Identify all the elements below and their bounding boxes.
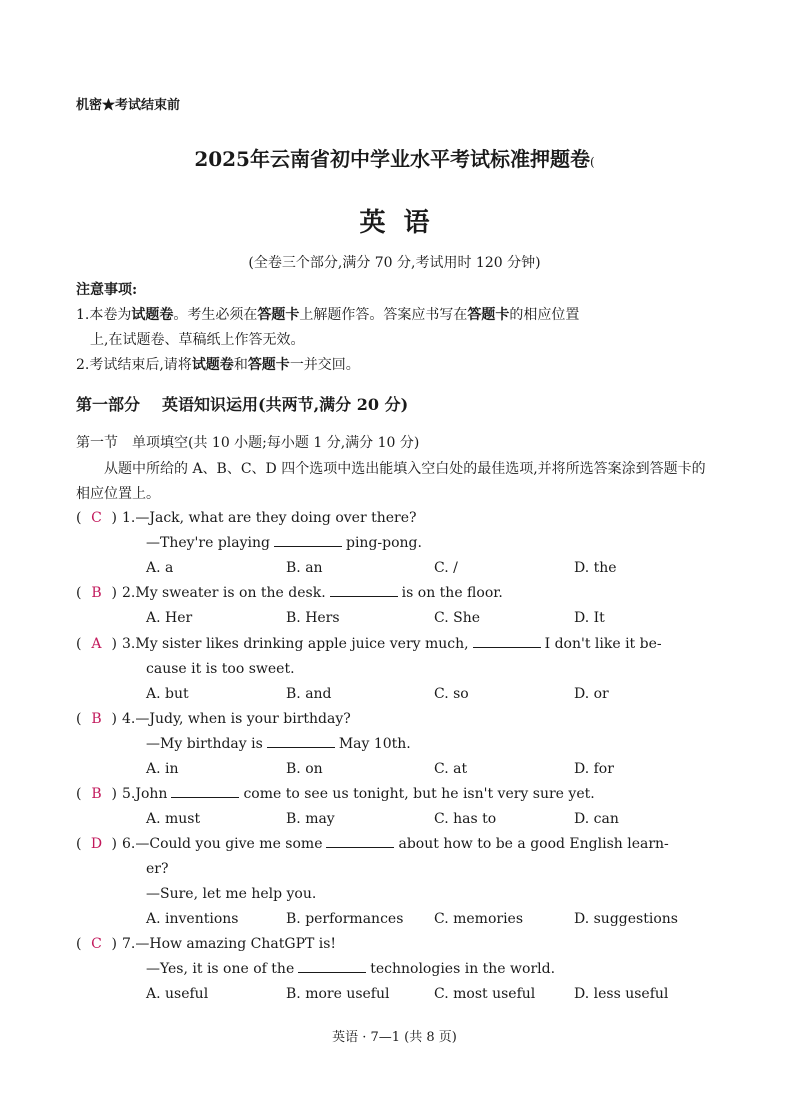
answer-bracket: ( C )	[76, 510, 117, 526]
option-d: D. or	[574, 686, 609, 702]
option-c: C. has to	[434, 811, 497, 827]
option-c: C. She	[434, 610, 481, 626]
subject-title: 英语	[359, 208, 448, 238]
option-a: A. inventions	[146, 911, 239, 927]
option-c: C. at	[434, 761, 468, 777]
section-1-heading: 第一节 单项填空(共 10 小题;每小题 1 分,满分 10 分)	[76, 435, 420, 451]
option-a: A. Her	[146, 610, 193, 626]
answer-blank	[473, 646, 541, 648]
answer-blank	[274, 545, 342, 547]
question-2: 2.My sweater is on the desk. is on the floor.	[122, 585, 503, 601]
option-c: C. so	[434, 686, 469, 702]
notice-item-1-cont: 上,在试题卷、草稿纸上作答无效。	[90, 332, 305, 348]
option-a: A. useful	[146, 986, 209, 1002]
exam-info: (全卷三个部分,满分 70 分,考试用时 120 分钟)	[248, 255, 541, 271]
question-1: 1.—Jack, what are they doing over there?	[122, 510, 417, 526]
exam-title: 2025年云南省初中学业水平考试标准押题卷(	[194, 147, 595, 171]
option-b: B. performances	[286, 911, 404, 927]
option-c: C. most useful	[434, 986, 536, 1002]
answer-blank	[267, 746, 335, 748]
question-6: 6.—Could you give me some about how to be a good English learn-	[122, 836, 669, 852]
option-b: B. and	[286, 686, 332, 702]
notice-item-1: 1.本卷为试题卷。考生必须在答题卡上解题作答。答案应书写在答题卡的相应位置	[76, 307, 580, 323]
option-b: B. on	[286, 761, 323, 777]
answer-mark: B	[91, 711, 102, 727]
answer-bracket: ( B )	[76, 786, 117, 802]
option-d: D. It	[574, 610, 605, 626]
answer-blank	[171, 796, 239, 798]
option-a: A. must	[146, 811, 201, 827]
question-7-line2: —Yes, it is one of the technologies in the world.	[146, 961, 556, 977]
option-d: D. less useful	[574, 986, 669, 1002]
question-1-line2: —They're playing ping-pong.	[146, 535, 422, 551]
question-3: 3.My sister likes drinking apple juice very much, I don't like it be-	[122, 636, 662, 652]
option-a: A. but	[146, 686, 189, 702]
answer-blank	[326, 846, 394, 848]
option-d: D. can	[574, 811, 619, 827]
confidential-label: 机密★考试结束前	[76, 98, 181, 113]
answer-mark: A	[91, 636, 102, 652]
page-footer: 英语 · 7—1 (共 8 页)	[332, 1030, 457, 1045]
part-1-heading: 第一部分 英语知识运用(共两节,满分 20 分)	[76, 395, 409, 414]
answer-bracket: ( D )	[76, 836, 117, 852]
answer-bracket: ( B )	[76, 585, 117, 601]
option-b: B. an	[286, 560, 323, 576]
answer-bracket: ( B )	[76, 711, 117, 727]
notice-item-2: 2.考试结束后,请将试题卷和答题卡一并交回。	[76, 357, 360, 373]
option-c: C. /	[434, 560, 458, 576]
option-b: B. more useful	[286, 986, 390, 1002]
answer-blank	[330, 595, 398, 597]
option-c: C. memories	[434, 911, 524, 927]
question-4: 4.—Judy, when is your birthday?	[122, 711, 351, 727]
answer-bracket: ( A )	[76, 636, 117, 652]
option-b: B. may	[286, 811, 335, 827]
question-3-line2: cause it is too sweet.	[146, 661, 295, 677]
option-d: D. the	[574, 560, 617, 576]
answer-bracket: ( C )	[76, 936, 117, 952]
answer-mark: C	[91, 936, 102, 952]
option-a: A. a	[146, 560, 174, 576]
section-1-instruction: 从题中所给的 A、B、C、D 四个选项中选出能填入空白处的最佳选项,并将所选答案涂到答题卡的相应位置上。	[76, 461, 706, 502]
question-6-line2: er?	[146, 861, 169, 877]
question-6-line3: —Sure, let me help you.	[146, 886, 317, 902]
question-4-line2: —My birthday is May 10th.	[146, 736, 411, 752]
answer-mark: B	[91, 786, 102, 802]
option-a: A. in	[146, 761, 179, 777]
answer-blank	[298, 971, 366, 973]
question-7: 7.—How amazing ChatGPT is!	[122, 936, 337, 952]
option-b: B. Hers	[286, 610, 340, 626]
answer-mark: C	[91, 510, 102, 526]
question-5: 5.John come to see us tonight, but he isn't very sure yet.	[122, 786, 595, 802]
notice-heading: 注意事项:	[76, 282, 138, 298]
answer-mark: D	[90, 836, 103, 852]
answer-mark: B	[91, 585, 102, 601]
option-d: D. suggestions	[574, 911, 678, 927]
option-d: D. for	[574, 761, 614, 777]
title-mark: (	[589, 155, 595, 169]
